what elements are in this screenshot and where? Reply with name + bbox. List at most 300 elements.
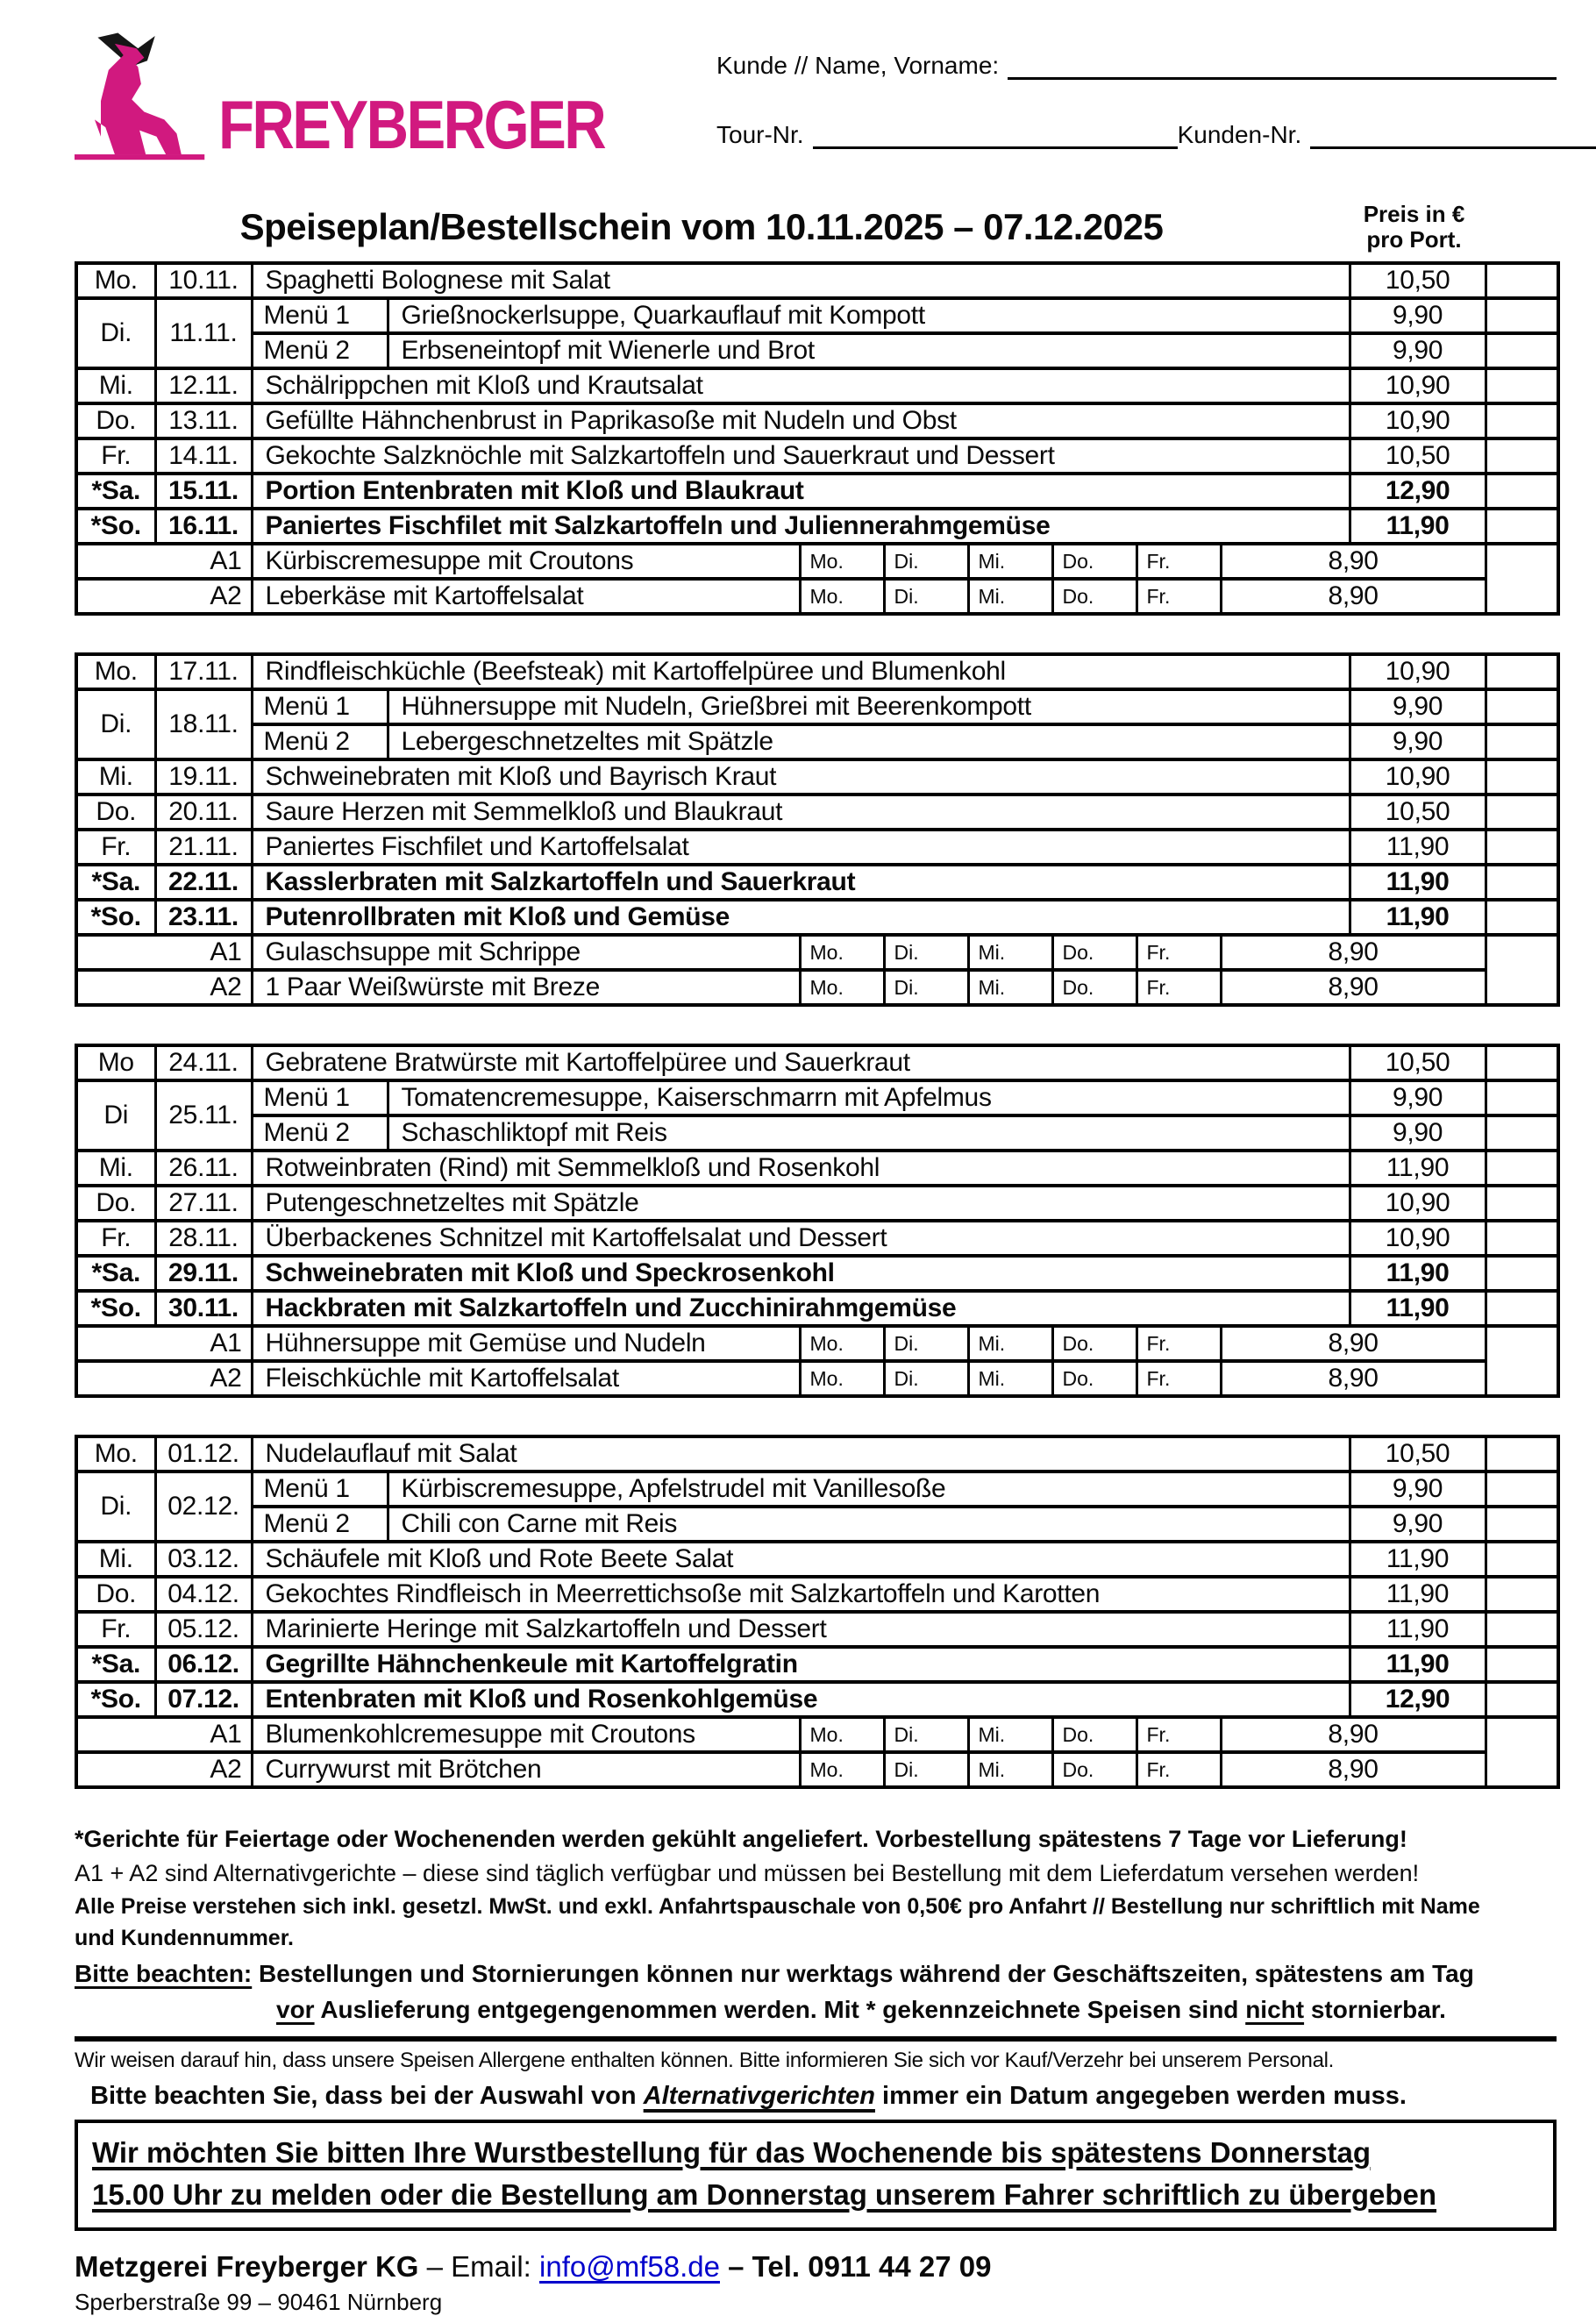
order-quantity-cell[interactable] (1486, 724, 1558, 759)
table-row (76, 1256, 1558, 1291)
price-cell: 8,90 (1221, 970, 1486, 1005)
dish-cell: Schweinebraten mit Kloß und Speckrosenkohl (252, 1256, 1350, 1291)
footnote-text: *Gerichte für Feiertage oder Wochenenden werden gekühlt angeliefert. Vorbestellung spätestens 7 Tage vor Lieferung! (75, 1826, 1407, 1852)
price-cell: 10,50 (1350, 795, 1486, 830)
alt-label-cell: A2 (76, 579, 252, 614)
price-cell: 8,90 (1221, 935, 1486, 970)
table-row (76, 900, 1558, 935)
price-cell: 11,90 (1350, 1577, 1486, 1612)
alt-label-cell: A2 (76, 1361, 252, 1396)
dish-cell: 1 Paar Weißwürste mit Breze (252, 970, 800, 1005)
alt-day-option-cell[interactable]: Do. (1052, 1326, 1136, 1361)
alt-day-option-cell[interactable]: Mi. (968, 579, 1052, 614)
dish-cell: Schaschliktopf mit Reis (388, 1115, 1350, 1151)
order-quantity-cell[interactable] (1486, 1612, 1558, 1647)
table-row (76, 795, 1558, 830)
day-cell: Mo. (76, 654, 155, 689)
dish-cell: Gegrillte Hähnchenkeule mit Kartoffelgratin (252, 1647, 1350, 1682)
date-cell: 25.11. (155, 1080, 252, 1151)
date-cell: 16.11. (155, 509, 252, 544)
day-cell: *So. (76, 1682, 155, 1717)
customer-name-label: Kunde // Name, Vorname: (716, 52, 1000, 79)
alt-day-option-cell[interactable]: Fr. (1136, 1326, 1221, 1361)
date-cell: 21.11. (155, 830, 252, 865)
day-cell: Do. (76, 795, 155, 830)
header-fields (716, 49, 1557, 149)
price-cell: 9,90 (1350, 298, 1486, 333)
customer-name-field[interactable] (1008, 49, 1557, 80)
date-cell: 05.12. (155, 1612, 252, 1647)
alt-day-option-cell[interactable]: Di. (884, 544, 968, 579)
alt-day-option-cell[interactable]: Do. (1052, 935, 1136, 970)
alt-day-option-cell[interactable]: Mo. (800, 1717, 884, 1752)
alt-day-option-cell[interactable]: Fr. (1136, 579, 1221, 614)
order-quantity-cell[interactable] (1486, 1151, 1558, 1186)
alt-note-highlight: Alternativgerichten (643, 2081, 875, 2110)
day-cell: Do. (76, 1186, 155, 1221)
email-link[interactable]: info@mf58.de (539, 2250, 720, 2284)
notice-line2: 15.00 Uhr zu melden oder die Bestellung am Donnerstag unserem Fahrer schriftlich zu übergeben (92, 2177, 1437, 2211)
page-title: Speiseplan/Bestellschein vom 10.11.2025 – 07.12.2025 (239, 206, 1164, 247)
price-cell: 12,90 (1350, 1682, 1486, 1717)
order-quantity-cell[interactable] (1486, 1291, 1558, 1326)
order-quantity-cell[interactable] (1486, 368, 1558, 403)
date-cell: 24.11. (155, 1045, 252, 1080)
price-cell: 11,90 (1350, 1542, 1486, 1577)
day-cell: Fr. (76, 1221, 155, 1256)
date-cell: 01.12. (155, 1436, 252, 1472)
price-header-line2: pro Port. (1366, 226, 1462, 253)
table-row (76, 1472, 1558, 1507)
price-cell: 11,90 (1350, 1612, 1486, 1647)
day-cell: *Sa. (76, 474, 155, 509)
alt-day-option-cell[interactable]: Mi. (968, 1752, 1052, 1787)
menu-label-cell: Menü 1 (252, 298, 388, 333)
table-row (76, 298, 1558, 333)
alt-day-option-cell[interactable]: Mo. (800, 970, 884, 1005)
date-cell: 27.11. (155, 1186, 252, 1221)
alt-day-option-cell[interactable]: Fr. (1136, 1361, 1221, 1396)
table-row (76, 654, 1558, 689)
table-row (76, 1151, 1558, 1186)
menu-label-cell: Menü 2 (252, 1507, 388, 1542)
order-quantity-cell[interactable] (1486, 865, 1558, 900)
weekend-order-notice-box (75, 2120, 1557, 2232)
price-cell: 8,90 (1221, 1717, 1486, 1752)
order-quantity-cell[interactable] (1486, 1436, 1558, 1472)
menu-label-cell: Menü 2 (252, 724, 388, 759)
alt-label-cell: A1 (76, 935, 252, 970)
header (75, 26, 1557, 193)
date-cell: 13.11. (155, 403, 252, 438)
table-row (76, 1717, 1558, 1752)
day-cell: Di. (76, 1472, 155, 1542)
order-quantity-cell[interactable] (1486, 1577, 1558, 1612)
dish-cell: Gefüllte Hähnchenbrust in Paprikasoße mit Nudeln und Obst (252, 403, 1350, 438)
table-row (76, 1542, 1558, 1577)
date-cell: 17.11. (155, 654, 252, 689)
menu-label-cell: Menü 1 (252, 689, 388, 724)
day-cell: Fr. (76, 438, 155, 474)
dish-cell: Currywurst mit Brötchen (252, 1752, 800, 1787)
dish-cell: Fleischküchle mit Kartoffelsalat (252, 1361, 800, 1396)
dish-cell: Entenbraten mit Kloß und Rosenkohlgemüse (252, 1682, 1350, 1717)
alt-day-option-cell[interactable]: Mi. (968, 1326, 1052, 1361)
order-quantity-cell[interactable] (1486, 1507, 1558, 1542)
tour-number-field[interactable] (813, 118, 1178, 149)
dish-cell: Gebratene Bratwürste mit Kartoffelpüree und Sauerkraut (252, 1045, 1350, 1080)
alt-day-option-cell[interactable]: Do. (1052, 1361, 1136, 1396)
alt-day-option-cell[interactable]: Do. (1052, 579, 1136, 614)
price-cell: 8,90 (1221, 1361, 1486, 1396)
day-cell: *So. (76, 509, 155, 544)
order-quantity-cell[interactable] (1486, 1221, 1558, 1256)
price-cell: 11,90 (1350, 1291, 1486, 1326)
dish-cell: Tomatencremesuppe, Kaiserschmarrn mit Apfelmus (388, 1080, 1350, 1115)
table-row (76, 935, 1558, 970)
footnote-line (75, 1959, 1557, 1988)
email-label: – Email: (418, 2250, 540, 2284)
dish-cell: Rotweinbraten (Rind) mit Semmelkloß und Rosenkohl (252, 1151, 1350, 1186)
footnote-text: nicht (1245, 1995, 1305, 2023)
order-quantity-cell[interactable] (1486, 333, 1558, 368)
day-cell: Do. (76, 1577, 155, 1612)
alt-day-option-cell[interactable]: Di. (884, 1326, 968, 1361)
order-quantity-cell[interactable] (1486, 1682, 1558, 1717)
price-cell: 8,90 (1221, 579, 1486, 614)
day-cell: Mi. (76, 1151, 155, 1186)
order-quantity-cell[interactable] (1486, 263, 1558, 298)
price-cell: 11,90 (1350, 1151, 1486, 1186)
order-quantity-cell[interactable] (1486, 1115, 1558, 1151)
footnotes-section (75, 1826, 1557, 2231)
tour-number-label: Tour-Nr. (716, 121, 804, 148)
alt-day-option-cell[interactable]: Di. (884, 1361, 968, 1396)
day-cell: Di. (76, 298, 155, 368)
order-quantity-cell[interactable] (1486, 689, 1558, 724)
day-cell: *So. (76, 900, 155, 935)
order-quantity-cell[interactable] (1486, 438, 1558, 474)
brand-logo (75, 26, 667, 171)
price-cell: 9,90 (1350, 1472, 1486, 1507)
dish-cell: Hühnersuppe mit Nudeln, Grießbrei mit Beerenkompott (388, 689, 1350, 724)
alt-label-cell: A1 (76, 544, 252, 579)
date-cell: 15.11. (155, 474, 252, 509)
day-cell: Mi. (76, 759, 155, 795)
date-cell: 26.11. (155, 1151, 252, 1186)
menu-label-cell: Menü 1 (252, 1472, 388, 1507)
goat-icon (75, 26, 206, 171)
company-name: Metzgerei Freyberger KG (75, 2250, 419, 2284)
alt-day-option-cell[interactable]: Fr. (1136, 935, 1221, 970)
dish-cell: Paniertes Fischfilet mit Salzkartoffeln und Juliennerahmgemüse (252, 509, 1350, 544)
table-row (76, 1682, 1558, 1717)
price-cell: 11,90 (1350, 865, 1486, 900)
table-row (76, 689, 1558, 724)
table-row (76, 970, 1558, 1005)
price-cell: 10,50 (1350, 263, 1486, 298)
alt-day-option-cell[interactable]: Mo. (800, 1752, 884, 1787)
alt-day-option-cell[interactable]: Fr. (1136, 970, 1221, 1005)
order-quantity-cell[interactable] (1486, 795, 1558, 830)
alt-day-option-cell[interactable]: Do. (1052, 970, 1136, 1005)
day-cell: Fr. (76, 830, 155, 865)
date-cell: 12.11. (155, 368, 252, 403)
price-cell: 9,90 (1350, 1115, 1486, 1151)
day-cell: Mi. (76, 1542, 155, 1577)
alt-day-option-cell[interactable]: Di. (884, 1752, 968, 1787)
order-quantity-cell[interactable] (1486, 900, 1558, 935)
order-quantity-cell[interactable] (1486, 1647, 1558, 1682)
table-row (76, 263, 1558, 298)
table-row (76, 724, 1558, 759)
table-row (76, 1436, 1558, 1472)
dish-cell: Überbackenes Schnitzel mit Kartoffelsalat und Dessert (252, 1221, 1350, 1256)
table-row (76, 368, 1558, 403)
alt-day-option-cell[interactable]: Mi. (968, 1717, 1052, 1752)
date-cell: 02.12. (155, 1472, 252, 1542)
dish-cell: Hackbraten mit Salzkartoffeln und Zucchinirahmgemüse (252, 1291, 1350, 1326)
date-cell: 29.11. (155, 1256, 252, 1291)
alt-note-suffix: immer ein Datum angegeben werden muss. (874, 2081, 1407, 2110)
footnote-line (75, 1926, 1557, 1952)
order-quantity-cell[interactable] (1486, 509, 1558, 544)
order-quantity-cell[interactable] (1486, 298, 1558, 333)
table-row (76, 830, 1558, 865)
table-row (76, 403, 1558, 438)
footnote-text: Bestellungen und Stornierungen können nur werktags während der Geschäftszeiten, spätestens am Tag (252, 1959, 1474, 1987)
alt-day-option-cell[interactable]: Do. (1052, 1752, 1136, 1787)
alt-day-option-cell[interactable]: Mi. (968, 935, 1052, 970)
footnote-line (75, 1860, 1557, 1888)
price-cell: 9,90 (1350, 689, 1486, 724)
dish-cell: Lebergeschnetzeltes mit Spätzle (388, 724, 1350, 759)
price-cell: 11,90 (1350, 900, 1486, 935)
dish-cell: Nudelauflauf mit Salat (252, 1436, 1350, 1472)
price-cell: 9,90 (1350, 724, 1486, 759)
date-cell: 07.12. (155, 1682, 252, 1717)
dish-cell: Grießnockerlsuppe, Quarkauflauf mit Kompott (388, 298, 1350, 333)
date-cell: 22.11. (155, 865, 252, 900)
title-row (75, 193, 1557, 261)
alt-note-prefix: Bitte beachten Sie, dass bei der Auswahl von (90, 2081, 644, 2110)
alt-day-option-cell[interactable]: Mi. (968, 1361, 1052, 1396)
alt-day-option-cell[interactable]: Do. (1052, 1717, 1136, 1752)
price-header-line1: Preis in € (1363, 201, 1465, 228)
table-row (76, 1326, 1558, 1361)
section-divider (75, 2036, 1557, 2042)
phone-number: – Tel. 0911 44 27 09 (719, 2250, 992, 2284)
price-cell: 8,90 (1221, 544, 1486, 579)
footnote-text: Auslieferung entgegengenommen werden. Mit * gekennzeichnete Speisen sind (314, 1995, 1246, 2023)
alt-label-cell: A1 (76, 1326, 252, 1361)
table-row (76, 1361, 1558, 1396)
table-row (76, 438, 1558, 474)
price-cell: 10,50 (1350, 438, 1486, 474)
price-cell: 8,90 (1221, 1752, 1486, 1787)
allergen-note: Wir weisen darauf hin, dass unsere Speisen Allergene enthalten können. Bitte informieren Sie sich vor Kauf/Verzehr bei unserem Personal. (75, 2048, 1335, 2072)
footnote-text: A1 + A2 sind Alternativgerichte – diese sind täglich verfügbar und müssen bei Bestellung mit dem Lieferdatum versehen werden! (75, 1859, 1420, 1886)
alt-day-option-cell[interactable]: Mo. (800, 579, 884, 614)
dish-cell: Putengeschnetzeltes mit Spätzle (252, 1186, 1350, 1221)
table-row (76, 544, 1558, 579)
footnote-line (75, 1894, 1557, 1920)
menu-label-cell: Menü 1 (252, 1080, 388, 1115)
dish-cell: Schälrippchen mit Kloß und Krautsalat (252, 368, 1350, 403)
table-row (76, 1080, 1558, 1115)
day-cell: Mo. (76, 1436, 155, 1472)
order-quantity-cell[interactable] (1486, 830, 1558, 865)
dish-cell: Rindfleischküchle (Beefsteak) mit Kartoffelpüree und Blumenkohl (252, 654, 1350, 689)
table-row (76, 1221, 1558, 1256)
dish-cell: Putenrollbraten mit Kloß und Gemüse (252, 900, 1350, 935)
date-cell: 11.11. (155, 298, 252, 368)
table-row (76, 759, 1558, 795)
table-row (76, 509, 1558, 544)
price-cell: 10,50 (1350, 1045, 1486, 1080)
price-cell: 9,90 (1350, 333, 1486, 368)
day-cell: Mo (76, 1045, 155, 1080)
day-cell: Di (76, 1080, 155, 1151)
day-cell: Do. (76, 403, 155, 438)
customer-number-label: Kunden-Nr. (1177, 121, 1302, 148)
table-row (76, 865, 1558, 900)
alt-day-option-cell[interactable]: Mo. (800, 935, 884, 970)
price-cell: 10,90 (1350, 654, 1486, 689)
dish-cell: Blumenkohlcremesuppe mit Croutons (252, 1717, 800, 1752)
price-cell: 10,90 (1350, 1186, 1486, 1221)
day-cell: *Sa. (76, 1256, 155, 1291)
week-table (75, 1435, 1560, 1789)
date-cell: 30.11. (155, 1291, 252, 1326)
order-quantity-cell[interactable] (1486, 1256, 1558, 1291)
alt-day-option-cell[interactable]: Di. (884, 1717, 968, 1752)
order-quantity-cell[interactable] (1486, 474, 1558, 509)
date-cell: 10.11. (155, 263, 252, 298)
week-table (75, 652, 1560, 1007)
table-row (76, 1612, 1558, 1647)
order-quantity-cell[interactable] (1486, 1542, 1558, 1577)
dish-cell: Kürbiscremesuppe, Apfelstrudel mit Vanillesoße (388, 1472, 1350, 1507)
dish-cell: Gekochtes Rindfleisch in Meerrettichsoße mit Salzkartoffeln und Karotten (252, 1577, 1350, 1612)
price-cell: 8,90 (1221, 1326, 1486, 1361)
alt-day-option-cell[interactable]: Fr. (1136, 544, 1221, 579)
day-cell: Mi. (76, 368, 155, 403)
order-quantity-cell[interactable] (1486, 403, 1558, 438)
menu-label-cell: Menü 2 (252, 1115, 388, 1151)
week-table (75, 1044, 1560, 1398)
alt-day-option-cell[interactable]: Fr. (1136, 1752, 1221, 1787)
order-quantity-cell[interactable] (1486, 1186, 1558, 1221)
order-quantity-cell[interactable] (1486, 759, 1558, 795)
dish-cell: Kasslerbraten mit Salzkartoffeln und Sauerkraut (252, 865, 1350, 900)
date-cell: 18.11. (155, 689, 252, 759)
day-cell: *Sa. (76, 1647, 155, 1682)
table-row (76, 1647, 1558, 1682)
day-cell: Di. (76, 689, 155, 759)
price-cell: 10,90 (1350, 759, 1486, 795)
alt-day-option-cell[interactable]: Mo. (800, 1361, 884, 1396)
order-quantity-cell[interactable] (1486, 654, 1558, 689)
dish-cell: Portion Entenbraten mit Kloß und Blaukraut (252, 474, 1350, 509)
date-cell: 23.11. (155, 900, 252, 935)
alt-day-option-cell[interactable]: Mo. (800, 1326, 884, 1361)
menu-label-cell: Menü 2 (252, 333, 388, 368)
dish-cell: Erbseneintopf mit Wienerle und Brot (388, 333, 1350, 368)
price-cell: 10,90 (1350, 403, 1486, 438)
day-cell: Fr. (76, 1612, 155, 1647)
date-cell: 28.11. (155, 1221, 252, 1256)
customer-number-field[interactable] (1310, 118, 1596, 149)
alt-day-option-cell[interactable]: Fr. (1136, 1717, 1221, 1752)
dish-cell: Schweinebraten mit Kloß und Bayrisch Kraut (252, 759, 1350, 795)
alt-day-option-cell[interactable]: Mi. (968, 544, 1052, 579)
price-cell: 11,90 (1350, 1256, 1486, 1291)
dish-cell: Gulaschsuppe mit Schrippe (252, 935, 800, 970)
customer-name-row (716, 49, 1557, 80)
tour-customerno-row (716, 118, 1557, 149)
alt-day-option-cell[interactable]: Di. (884, 970, 968, 1005)
day-cell: *Sa. (76, 865, 155, 900)
week-table (75, 261, 1560, 616)
order-quantity-cell[interactable] (1486, 1080, 1558, 1115)
alt-label-cell: A1 (76, 1717, 252, 1752)
footnote-text: vor (276, 1995, 315, 2023)
dish-cell: Hühnersuppe mit Gemüse und Nudeln (252, 1326, 800, 1361)
alt-day-option-cell[interactable]: Di. (884, 579, 968, 614)
order-quantity-cell[interactable] (1486, 1045, 1558, 1080)
dish-cell: Paniertes Fischfilet und Kartoffelsalat (252, 830, 1350, 865)
dish-cell: Gekochte Salzknöchle mit Salzkartoffeln und Sauerkraut und Dessert (252, 438, 1350, 474)
dish-cell: Schäufele mit Kloß und Rote Beete Salat (252, 1542, 1350, 1577)
price-cell: 10,50 (1350, 1436, 1486, 1472)
day-cell: *So. (76, 1291, 155, 1326)
alt-day-option-cell[interactable]: Mo. (800, 544, 884, 579)
date-cell: 14.11. (155, 438, 252, 474)
table-row (76, 333, 1558, 368)
footnote-line (75, 1826, 1557, 1854)
table-row (76, 579, 1558, 614)
day-cell: Mo. (76, 263, 155, 298)
alt-day-option-cell[interactable]: Do. (1052, 544, 1136, 579)
alt-label-cell: A2 (76, 970, 252, 1005)
price-cell: 10,90 (1350, 368, 1486, 403)
table-row (76, 1577, 1558, 1612)
dish-cell: Leberkäse mit Kartoffelsalat (252, 579, 800, 614)
address-line: Sperberstraße 99 – 90461 Nürnberg (75, 2289, 443, 2316)
price-cell: 11,90 (1350, 830, 1486, 865)
price-cell: 11,90 (1350, 509, 1486, 544)
date-cell: 06.12. (155, 1647, 252, 1682)
footnote-text: Alle Preise verstehen sich inkl. gesetzl. MwSt. und exkl. Anfahrtspauschale von 0,50€ pro Anfahrt // Bestellung nur schriftlich mit Name (75, 1893, 1480, 1919)
alt-label-cell: A2 (76, 1752, 252, 1787)
table-row (76, 1291, 1558, 1326)
price-cell: 12,90 (1350, 474, 1486, 509)
date-cell: 03.12. (155, 1542, 252, 1577)
price-cell: 9,90 (1350, 1080, 1486, 1115)
order-quantity-cell[interactable] (1486, 1472, 1558, 1507)
alternative-dish-note (75, 2082, 1557, 2111)
alt-day-option-cell[interactable]: Di. (884, 935, 968, 970)
dish-cell: Kürbiscremesuppe mit Croutons (252, 544, 800, 579)
dish-cell: Chili con Carne mit Reis (388, 1507, 1350, 1542)
menu-weeks (75, 261, 1557, 1789)
footnote-text: stornierbar. (1304, 1995, 1446, 2023)
table-row (76, 1115, 1558, 1151)
price-cell: 10,90 (1350, 1221, 1486, 1256)
alt-day-option-cell[interactable]: Mi. (968, 970, 1052, 1005)
footnote-line (75, 1995, 1557, 2024)
